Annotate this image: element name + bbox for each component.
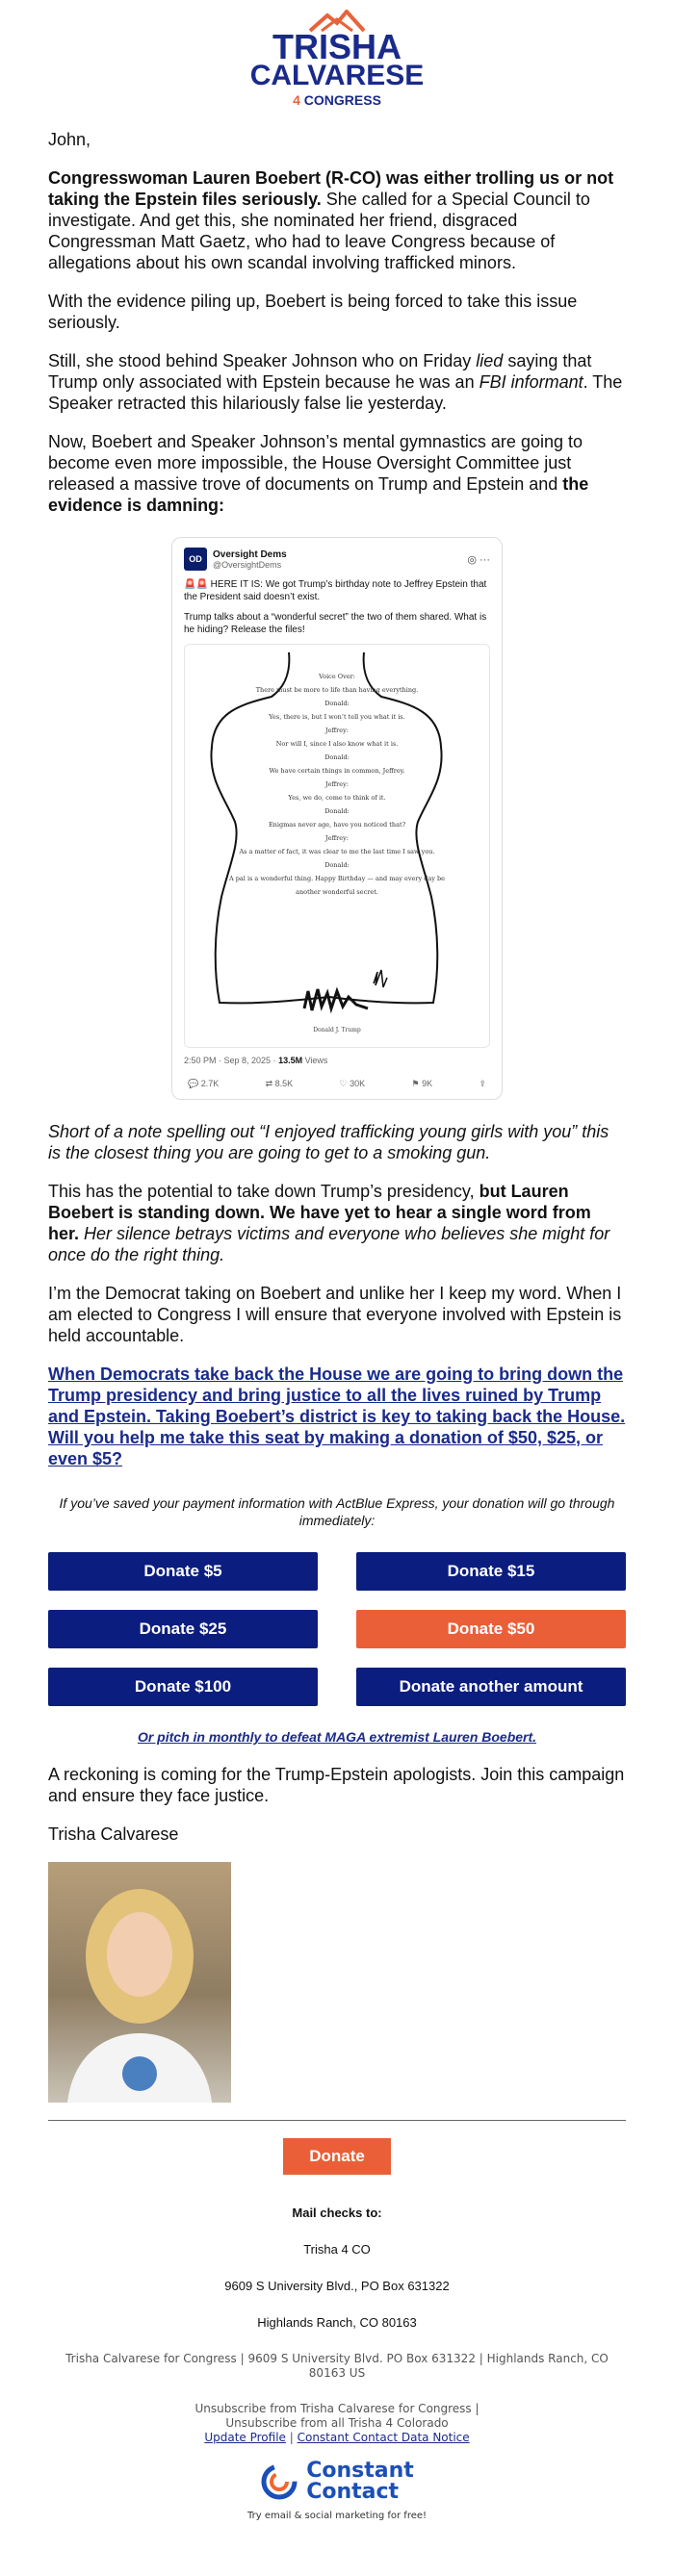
paragraph-3: Still, she stood behind Speaker Johnson who on Friday lied saying that Trump only associated with Epstein because he was an FBI informant. The Speaker retracted this hilariously false lie yesterday. bbox=[48, 351, 623, 413]
tweet-text-1: 🚨🚨 HERE IT IS: We got Trump’s birthday note to Jeffrey Epstein that the President said doesn’t exist. bbox=[184, 579, 487, 602]
tweet-text-2: Trump talks about a “wonderful secret” the two of them shared. What is he hiding? Release the files! bbox=[184, 612, 487, 635]
mail-checks-section bbox=[48, 2206, 626, 2331]
tweet-header bbox=[184, 548, 490, 571]
bookmark-button[interactable]: ⚑ 9K bbox=[411, 1079, 433, 1088]
donate-15-button[interactable]: Donate $15 bbox=[356, 1552, 626, 1591]
monthly-donation-link[interactable]: Or pitch in monthly to defeat MAGA extremist Lauren Boebert. bbox=[137, 1729, 537, 1745]
divider bbox=[48, 2120, 626, 2121]
unsubscribe-link[interactable]: Unsubscribe from Trisha Calvarese for Congress | bbox=[194, 2402, 480, 2415]
logo-subtitle: 4 CONGRESS bbox=[293, 92, 381, 108]
mail-heading: Mail checks to: bbox=[292, 2206, 382, 2220]
tweet-image-birthday-note[interactable] bbox=[184, 644, 490, 1048]
mail-city: Highlands Ranch, CO 80163 bbox=[257, 2315, 417, 2330]
constant-contact-icon bbox=[260, 2462, 298, 2501]
tweet-avatar: OD bbox=[184, 548, 207, 571]
data-notice-link[interactable]: Constant Contact Data Notice bbox=[297, 2431, 470, 2444]
donate-other-button[interactable]: Donate another amount bbox=[356, 1668, 626, 1706]
note-line: Yes, there is, but I won’t tell you what it is. bbox=[269, 713, 405, 721]
signature-scribble-icon bbox=[298, 983, 376, 1018]
reply-button[interactable]: 💬 2.7K bbox=[188, 1079, 220, 1088]
note-line: Jeffrey: bbox=[325, 727, 349, 734]
note-line: Donald: bbox=[324, 700, 350, 707]
constant-contact-tagline: Try email & social marketing for free! bbox=[246, 2511, 428, 2521]
note-line: A pal is a wonderful thing. Happy Birthday — and may every day be another wonderful secret. bbox=[229, 875, 445, 896]
campaign-logo bbox=[48, 0, 626, 115]
email-container bbox=[48, 0, 626, 2523]
update-profile-link[interactable]: Update Profile bbox=[204, 2431, 286, 2444]
share-button[interactable] bbox=[479, 1079, 486, 1089]
tweet-author-handle: @OversightDems bbox=[213, 559, 282, 570]
note-line: There must be more to life than having everything. bbox=[255, 686, 419, 694]
mail-recipient: Trisha 4 CO bbox=[303, 2242, 371, 2257]
paragraph-4: Now, Boebert and Speaker Johnson’s mental gymnastics are going to become even more impossible, the House Oversight Committee just released a massive trove of documents on Trump and Epstein and the evidence is damning: bbox=[48, 432, 589, 515]
footer: Trisha Calvarese for Congress | 9609 S University Blvd. PO Box 631322 | Highlands Ranch, CO 80163 US Unsubscribe from Trisha Calvarese for Congress | Unsubscribe from all Trisha 4 Colorado Update Profile | Constant Contact Data Notice Constant Contact Try email & social marketing for free! bbox=[48, 2352, 626, 2523]
closing-paragraph: A reckoning is coming for the Trump-Epstein apologists. Join this campaign and ensure they face justice. bbox=[48, 1765, 625, 1805]
bookmark-icon: ⚑ bbox=[411, 1079, 420, 1088]
donate-main-button[interactable]: Donate bbox=[283, 2138, 391, 2175]
embedded-tweet[interactable] bbox=[171, 537, 503, 1100]
signature-typed: Donald J. Trump bbox=[313, 1027, 361, 1033]
donate-5-button[interactable]: Donate $5 bbox=[48, 1552, 318, 1591]
share-icon: ⇪ bbox=[479, 1079, 486, 1088]
note-line: Donald: bbox=[324, 861, 350, 869]
donate-appeal-link[interactable]: When Democrats take back the House we are going to bring down the Trump presidency and bring justice to all the lives ruined by Trump and Epstein. Taking Boebert’s district is key to taking back the House. Will you help me take this seat by making a donation of $50, $25, or even $5? bbox=[48, 1365, 626, 1468]
paragraph-5: Short of a note spelling out “I enjoyed trafficking young girls with you” this is the closest thing you are going to get to a smoking gun. bbox=[48, 1122, 609, 1162]
note-line: Jeffrey: bbox=[325, 834, 349, 842]
mail-address: 9609 S University Blvd., PO Box 631322 bbox=[224, 2279, 450, 2293]
note-line: Yes, we do, come to think of it. bbox=[288, 794, 386, 802]
repost-button[interactable]: ⇄ 8.5K bbox=[265, 1079, 294, 1088]
note-line: Donald: bbox=[324, 807, 350, 815]
paragraph-2: With the evidence piling up, Boebert is being forced to take this issue seriously. bbox=[48, 292, 578, 332]
donate-buttons-grid bbox=[48, 1552, 626, 1706]
note-line: Jeffrey: bbox=[325, 780, 349, 788]
candidate-portrait-icon bbox=[48, 1862, 231, 2103]
paragraph-6: This has the potential to take down Trump’s presidency, but Lauren Boebert is standing down. We have yet to hear a single word from her. Her silence betrays victims and everyone who believes she might for once do the right thing. bbox=[48, 1182, 610, 1264]
tweet-author-name: Oversight Dems bbox=[213, 548, 287, 560]
like-button[interactable]: ♡ 30K bbox=[339, 1079, 366, 1088]
reply-icon: 💬 bbox=[188, 1079, 199, 1088]
donate-50-button[interactable]: Donate $50 bbox=[356, 1610, 626, 1648]
donate-25-button[interactable]: Donate $25 bbox=[48, 1610, 318, 1648]
candidate-photo bbox=[48, 1862, 231, 2103]
tweet-meta: 2:50 PM · Sep 8, 2025 · 13.5M Views bbox=[184, 1056, 328, 1065]
actblue-note: If you’ve saved your payment information with ActBlue Express, your donation will go through immediately: bbox=[59, 1495, 615, 1528]
note-line: Nor will I, since I also know what it is. bbox=[275, 740, 399, 748]
paragraph-1: Congresswoman Lauren Boebert (R-CO) was either trolling us or not taking the Epstein files seriously. She called for a Special Council to investigate. And get this, she nominated her friend, disgraced Congressman Matt Gaetz, who had to leave Congress because of allegations about his own scandal involving trafficked minors. bbox=[48, 168, 614, 272]
note-line: Voice Over: bbox=[319, 673, 355, 680]
constant-contact-logo[interactable]: Constant Contact bbox=[48, 2461, 626, 2503]
note-line: We have certain things in common, Jeffrey. bbox=[269, 767, 405, 775]
greeting: John, bbox=[48, 130, 91, 149]
note-line: Enigmas never age, have you noticed that? bbox=[268, 821, 406, 829]
unsubscribe-all-link[interactable]: Unsubscribe from all Trisha 4 Colorado bbox=[225, 2416, 449, 2430]
note-text bbox=[223, 670, 451, 899]
note-line: As a matter of fact, it was clear to me the last time I saw you. bbox=[239, 848, 435, 855]
grok-icon: ◎ ··· bbox=[467, 553, 490, 566]
donate-100-button[interactable]: Donate $100 bbox=[48, 1668, 318, 1706]
repost-icon: ⇄ bbox=[265, 1079, 273, 1088]
signature bbox=[185, 983, 489, 1018]
logo-line-1: TRISHA bbox=[272, 27, 402, 66]
note-line: Donald: bbox=[324, 753, 350, 761]
tweet-actions bbox=[184, 1079, 490, 1089]
footer-org: Trisha Calvarese for Congress | 9609 S University Blvd. PO Box 631322 | Highlands Ranch, CO 80163 US bbox=[65, 2352, 609, 2380]
signature-name: Trisha Calvarese bbox=[48, 1824, 179, 1844]
heart-icon: ♡ bbox=[339, 1079, 348, 1088]
logo-line-2: CALVARESE bbox=[249, 60, 425, 91]
paragraph-7: I’m the Democrat taking on Boebert and unlike her I keep my word. When I am elected to Congress I will ensure that everyone involved with Epstein is held accountable. bbox=[48, 1284, 622, 1345]
